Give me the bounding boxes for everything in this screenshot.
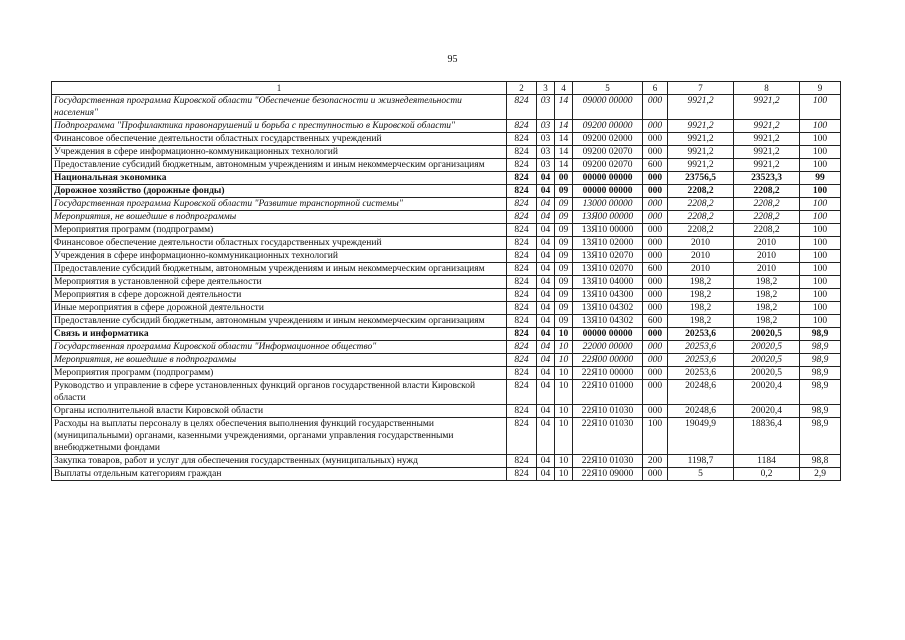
row-value: 000 xyxy=(643,302,668,315)
row-value: 198,2 xyxy=(734,315,800,328)
column-header: 3 xyxy=(537,82,555,95)
row-value: 98,9 xyxy=(800,380,841,405)
row-value: 22Я10 09000 xyxy=(573,468,643,481)
row-value: 000 xyxy=(643,405,668,418)
row-label: Финансовое обеспечение деятельности областных государственных учреждений xyxy=(52,237,507,250)
row-label: Расходы на выплаты персоналу в целях обеспечения выполнения функций государственными (муниципальными) органами, казенными учреждениями, органами управления государственными внебюджетными фондами xyxy=(52,418,507,455)
row-value: 198,2 xyxy=(734,302,800,315)
row-value: 14 xyxy=(555,95,573,120)
row-value: 5 xyxy=(668,468,734,481)
row-value: 13Я10 02000 xyxy=(573,237,643,250)
row-value: 10 xyxy=(555,328,573,341)
row-label: Государственная программа Кировской области "Информационное общество" xyxy=(52,341,507,354)
row-value: 000 xyxy=(643,468,668,481)
row-value: 13Я10 02070 xyxy=(573,250,643,263)
row-value: 2208,2 xyxy=(668,211,734,224)
row-value: 000 xyxy=(643,146,668,159)
row-label: Выплаты отдельным категориям граждан xyxy=(52,468,507,481)
row-value: 23756,5 xyxy=(668,172,734,185)
row-value: 600 xyxy=(643,315,668,328)
row-label: Мероприятия в сфере дорожной деятельности xyxy=(52,289,507,302)
row-value: 2208,2 xyxy=(734,224,800,237)
row-label: Руководство и управление в сфере установленных функций органов государственной власти Кировской области xyxy=(52,380,507,405)
row-value: 09200 00000 xyxy=(573,120,643,133)
row-value: 824 xyxy=(507,380,537,405)
row-label: Мероприятия в установленной сфере деятельности xyxy=(52,276,507,289)
row-value: 000 xyxy=(643,367,668,380)
row-value: 824 xyxy=(507,185,537,198)
column-header: 6 xyxy=(643,82,668,95)
row-value: 2010 xyxy=(668,263,734,276)
row-value: 000 xyxy=(643,354,668,367)
row-value: 100 xyxy=(800,133,841,146)
row-value: 04 xyxy=(537,276,555,289)
row-value: 9921,2 xyxy=(734,120,800,133)
row-label: Государственная программа Кировской области "Развитие транспортной системы" xyxy=(52,198,507,211)
row-value: 100 xyxy=(800,185,841,198)
row-value: 03 xyxy=(537,120,555,133)
row-value: 13Я10 00000 xyxy=(573,224,643,237)
row-value: 1184 xyxy=(734,455,800,468)
row-value: 13Я10 04000 xyxy=(573,276,643,289)
row-value: 09000 00000 xyxy=(573,95,643,120)
row-value: 000 xyxy=(643,328,668,341)
row-label: Закупка товаров, работ и услуг для обеспечения государственных (муниципальных) нужд xyxy=(52,455,507,468)
row-value: 04 xyxy=(537,405,555,418)
row-value: 824 xyxy=(507,289,537,302)
row-value: 14 xyxy=(555,159,573,172)
row-label: Учреждения в сфере информационно-коммуникационных технологий xyxy=(52,250,507,263)
row-value: 824 xyxy=(507,276,537,289)
row-value: 824 xyxy=(507,418,537,455)
row-value: 10 xyxy=(555,367,573,380)
row-value: 04 xyxy=(537,315,555,328)
row-value: 13Я10 04302 xyxy=(573,315,643,328)
table-row xyxy=(52,263,841,276)
row-value: 04 xyxy=(537,211,555,224)
table-row xyxy=(52,159,841,172)
column-header: 5 xyxy=(573,82,643,95)
row-value: 198,2 xyxy=(668,289,734,302)
row-value: 03 xyxy=(537,159,555,172)
row-value: 04 xyxy=(537,468,555,481)
row-value: 14 xyxy=(555,133,573,146)
table-row xyxy=(52,95,841,120)
row-value: 04 xyxy=(537,302,555,315)
row-value: 23523,3 xyxy=(734,172,800,185)
row-value: 600 xyxy=(643,159,668,172)
row-value: 100 xyxy=(800,95,841,120)
row-value: 000 xyxy=(643,289,668,302)
table-row xyxy=(52,146,841,159)
table-row xyxy=(52,418,841,455)
row-value: 20020,4 xyxy=(734,405,800,418)
row-value: 824 xyxy=(507,405,537,418)
row-value: 98,9 xyxy=(800,328,841,341)
row-value: 09 xyxy=(555,276,573,289)
row-value: 04 xyxy=(537,237,555,250)
row-value: 000 xyxy=(643,133,668,146)
row-value: 04 xyxy=(537,250,555,263)
row-value: 10 xyxy=(555,341,573,354)
row-value: 20248,6 xyxy=(668,380,734,405)
row-value: 198,2 xyxy=(668,315,734,328)
row-label: Предоставление субсидий бюджетным, автономным учреждениям и иным некоммерческим организациям xyxy=(52,159,507,172)
row-value: 09 xyxy=(555,224,573,237)
row-value: 13Я10 04302 xyxy=(573,302,643,315)
row-value: 000 xyxy=(643,250,668,263)
row-value: 20020,5 xyxy=(734,354,800,367)
row-value: 100 xyxy=(800,302,841,315)
row-value: 03 xyxy=(537,95,555,120)
row-label: Мероприятия, не вошедшие в подпрограммы xyxy=(52,354,507,367)
row-value: 2208,2 xyxy=(668,198,734,211)
row-value: 03 xyxy=(537,133,555,146)
table-body xyxy=(52,95,841,481)
row-value: 20253,6 xyxy=(668,328,734,341)
table-row xyxy=(52,237,841,250)
row-value: 22Я10 01000 xyxy=(573,380,643,405)
row-value: 000 xyxy=(643,211,668,224)
row-value: 22Я10 01030 xyxy=(573,418,643,455)
row-value: 100 xyxy=(800,120,841,133)
row-value: 09200 02070 xyxy=(573,146,643,159)
row-value: 9921,2 xyxy=(734,133,800,146)
row-value: 14 xyxy=(555,146,573,159)
row-value: 20253,6 xyxy=(668,354,734,367)
row-value: 04 xyxy=(537,455,555,468)
row-value: 100 xyxy=(800,146,841,159)
row-value: 824 xyxy=(507,263,537,276)
column-header: 9 xyxy=(800,82,841,95)
budget-table xyxy=(51,81,841,481)
row-value: 9921,2 xyxy=(668,95,734,120)
row-label: Мероприятия программ (подпрограмм) xyxy=(52,224,507,237)
row-value: 000 xyxy=(643,224,668,237)
row-value: 09 xyxy=(555,263,573,276)
row-value: 100 xyxy=(800,237,841,250)
row-value: 09 xyxy=(555,198,573,211)
row-value: 10 xyxy=(555,418,573,455)
row-value: 04 xyxy=(537,380,555,405)
row-value: 10 xyxy=(555,405,573,418)
row-value: 1198,7 xyxy=(668,455,734,468)
row-value: 04 xyxy=(537,185,555,198)
table-row xyxy=(52,302,841,315)
row-value: 04 xyxy=(537,198,555,211)
row-value: 14 xyxy=(555,120,573,133)
row-value: 100 xyxy=(800,198,841,211)
row-label: Предоставление субсидий бюджетным, автономным учреждениям и иным некоммерческим организациям xyxy=(52,263,507,276)
row-value: 100 xyxy=(800,250,841,263)
row-value: 9921,2 xyxy=(668,159,734,172)
row-value: 04 xyxy=(537,224,555,237)
row-value: 100 xyxy=(800,211,841,224)
row-value: 04 xyxy=(537,172,555,185)
row-value: 2208,2 xyxy=(668,224,734,237)
row-value: 99 xyxy=(800,172,841,185)
row-value: 824 xyxy=(507,237,537,250)
row-value: 000 xyxy=(643,198,668,211)
table-row xyxy=(52,367,841,380)
table-row xyxy=(52,315,841,328)
row-value: 20020,4 xyxy=(734,380,800,405)
row-value: 000 xyxy=(643,380,668,405)
row-value: 98,9 xyxy=(800,367,841,380)
row-label: Органы исполнительной власти Кировской области xyxy=(52,405,507,418)
row-value: 09 xyxy=(555,289,573,302)
row-value: 98,9 xyxy=(800,341,841,354)
row-value: 09 xyxy=(555,237,573,250)
row-label: Мероприятия, не вошедшие в подпрограммы xyxy=(52,211,507,224)
row-value: 2208,2 xyxy=(734,185,800,198)
row-value: 9921,2 xyxy=(668,120,734,133)
row-value: 00000 00000 xyxy=(573,172,643,185)
column-header: 1 xyxy=(52,82,507,95)
row-value: 100 xyxy=(643,418,668,455)
row-value: 9921,2 xyxy=(734,159,800,172)
row-value: 10 xyxy=(555,354,573,367)
row-value: 04 xyxy=(537,354,555,367)
row-value: 000 xyxy=(643,276,668,289)
row-label: Предоставление субсидий бюджетным, автономным учреждениям и иным некоммерческим организациям xyxy=(52,315,507,328)
row-value: 824 xyxy=(507,198,537,211)
row-value: 198,2 xyxy=(668,302,734,315)
row-value: 824 xyxy=(507,133,537,146)
row-value: 824 xyxy=(507,468,537,481)
row-value: 2208,2 xyxy=(734,198,800,211)
row-label: Мероприятия программ (подпрограмм) xyxy=(52,367,507,380)
row-value: 100 xyxy=(800,224,841,237)
row-value: 04 xyxy=(537,263,555,276)
table-row xyxy=(52,133,841,146)
table-row xyxy=(52,289,841,302)
table-row xyxy=(52,354,841,367)
table-row xyxy=(52,455,841,468)
row-value: 824 xyxy=(507,95,537,120)
row-value: 98,9 xyxy=(800,418,841,455)
table-row xyxy=(52,276,841,289)
row-value: 20020,5 xyxy=(734,367,800,380)
row-value: 2010 xyxy=(668,250,734,263)
row-value: 824 xyxy=(507,354,537,367)
row-value: 824 xyxy=(507,302,537,315)
row-label: Национальная экономика xyxy=(52,172,507,185)
row-value: 000 xyxy=(643,185,668,198)
row-value: 20253,6 xyxy=(668,341,734,354)
row-value: 00 xyxy=(555,172,573,185)
table-row xyxy=(52,405,841,418)
column-header: 4 xyxy=(555,82,573,95)
row-value: 198,2 xyxy=(668,276,734,289)
row-value: 824 xyxy=(507,146,537,159)
row-value: 000 xyxy=(643,95,668,120)
row-value: 10 xyxy=(555,455,573,468)
row-value: 000 xyxy=(643,341,668,354)
page-number: 95 xyxy=(447,54,458,65)
table-row xyxy=(52,468,841,481)
row-value: 13Я10 02070 xyxy=(573,263,643,276)
row-label: Дорожное хозяйство (дорожные фонды) xyxy=(52,185,507,198)
row-value: 824 xyxy=(507,455,537,468)
row-value: 09200 02000 xyxy=(573,133,643,146)
table-row xyxy=(52,185,841,198)
column-header: 2 xyxy=(507,82,537,95)
row-value: 09200 02070 xyxy=(573,159,643,172)
table-header xyxy=(52,82,841,95)
table-row xyxy=(52,341,841,354)
row-value: 04 xyxy=(537,289,555,302)
table-row xyxy=(52,198,841,211)
row-value: 13Я10 04300 xyxy=(573,289,643,302)
table-row xyxy=(52,328,841,341)
row-value: 09 xyxy=(555,315,573,328)
row-value: 2010 xyxy=(734,237,800,250)
row-value: 09 xyxy=(555,302,573,315)
row-value: 00000 00000 xyxy=(573,328,643,341)
row-label: Связь и информатика xyxy=(52,328,507,341)
row-value: 100 xyxy=(800,315,841,328)
row-value: 09 xyxy=(555,250,573,263)
row-value: 9921,2 xyxy=(668,133,734,146)
row-value: 00000 00000 xyxy=(573,185,643,198)
row-value: 9921,2 xyxy=(734,146,800,159)
row-value: 20253,6 xyxy=(668,367,734,380)
row-value: 22Я10 01030 xyxy=(573,455,643,468)
row-value: 824 xyxy=(507,328,537,341)
row-value: 10 xyxy=(555,380,573,405)
row-value: 824 xyxy=(507,341,537,354)
row-value: 100 xyxy=(800,289,841,302)
row-label: Учреждения в сфере информационно-коммуникационных технологий xyxy=(52,146,507,159)
row-label: Подпрограмма "Профилактика правонарушений и борьба с преступностью в Кировской области" xyxy=(52,120,507,133)
row-value: 100 xyxy=(800,263,841,276)
row-value: 13Я00 00000 xyxy=(573,211,643,224)
row-value: 824 xyxy=(507,120,537,133)
row-value: 04 xyxy=(537,367,555,380)
row-value: 100 xyxy=(800,159,841,172)
row-value: 824 xyxy=(507,367,537,380)
row-value: 09 xyxy=(555,211,573,224)
row-value: 0,2 xyxy=(734,468,800,481)
row-value: 20020,5 xyxy=(734,328,800,341)
row-value: 04 xyxy=(537,328,555,341)
row-value: 10 xyxy=(555,468,573,481)
row-label: Государственная программа Кировской области "Обеспечение безопасности и жизнедеятельности населения" xyxy=(52,95,507,120)
header-row xyxy=(52,82,841,95)
row-value: 22Я10 00000 xyxy=(573,367,643,380)
row-value: 19049,9 xyxy=(668,418,734,455)
column-header: 8 xyxy=(734,82,800,95)
row-value: 2010 xyxy=(668,237,734,250)
row-value: 2208,2 xyxy=(668,185,734,198)
row-value: 000 xyxy=(643,172,668,185)
row-value: 198,2 xyxy=(734,276,800,289)
row-label: Иные мероприятия в сфере дорожной деятельности xyxy=(52,302,507,315)
table-row xyxy=(52,224,841,237)
row-value: 824 xyxy=(507,159,537,172)
row-value: 18836,4 xyxy=(734,418,800,455)
row-value: 22000 00000 xyxy=(573,341,643,354)
row-value: 2208,2 xyxy=(734,211,800,224)
row-value: 03 xyxy=(537,146,555,159)
row-value: 000 xyxy=(643,120,668,133)
table-row xyxy=(52,250,841,263)
row-value: 600 xyxy=(643,263,668,276)
row-value: 2,9 xyxy=(800,468,841,481)
row-value: 824 xyxy=(507,172,537,185)
row-value: 824 xyxy=(507,250,537,263)
table-row xyxy=(52,211,841,224)
row-value: 9921,2 xyxy=(668,146,734,159)
row-value: 9921,2 xyxy=(734,95,800,120)
row-value: 2010 xyxy=(734,250,800,263)
row-value: 04 xyxy=(537,341,555,354)
row-value: 04 xyxy=(537,418,555,455)
row-value: 09 xyxy=(555,185,573,198)
row-value: 22Я00 00000 xyxy=(573,354,643,367)
row-value: 198,2 xyxy=(734,289,800,302)
row-value: 2010 xyxy=(734,263,800,276)
row-value: 98,8 xyxy=(800,455,841,468)
row-value: 98,9 xyxy=(800,405,841,418)
row-value: 13000 00000 xyxy=(573,198,643,211)
row-value: 200 xyxy=(643,455,668,468)
row-value: 824 xyxy=(507,211,537,224)
column-header: 7 xyxy=(668,82,734,95)
row-value: 000 xyxy=(643,237,668,250)
row-value: 22Я10 01030 xyxy=(573,405,643,418)
row-value: 98,9 xyxy=(800,354,841,367)
row-value: 20248,6 xyxy=(668,405,734,418)
table-row xyxy=(52,120,841,133)
row-value: 824 xyxy=(507,224,537,237)
row-value: 100 xyxy=(800,276,841,289)
table-row xyxy=(52,380,841,405)
row-value: 20020,5 xyxy=(734,341,800,354)
row-value: 824 xyxy=(507,315,537,328)
table-row xyxy=(52,172,841,185)
row-label: Финансовое обеспечение деятельности областных государственных учреждений xyxy=(52,133,507,146)
